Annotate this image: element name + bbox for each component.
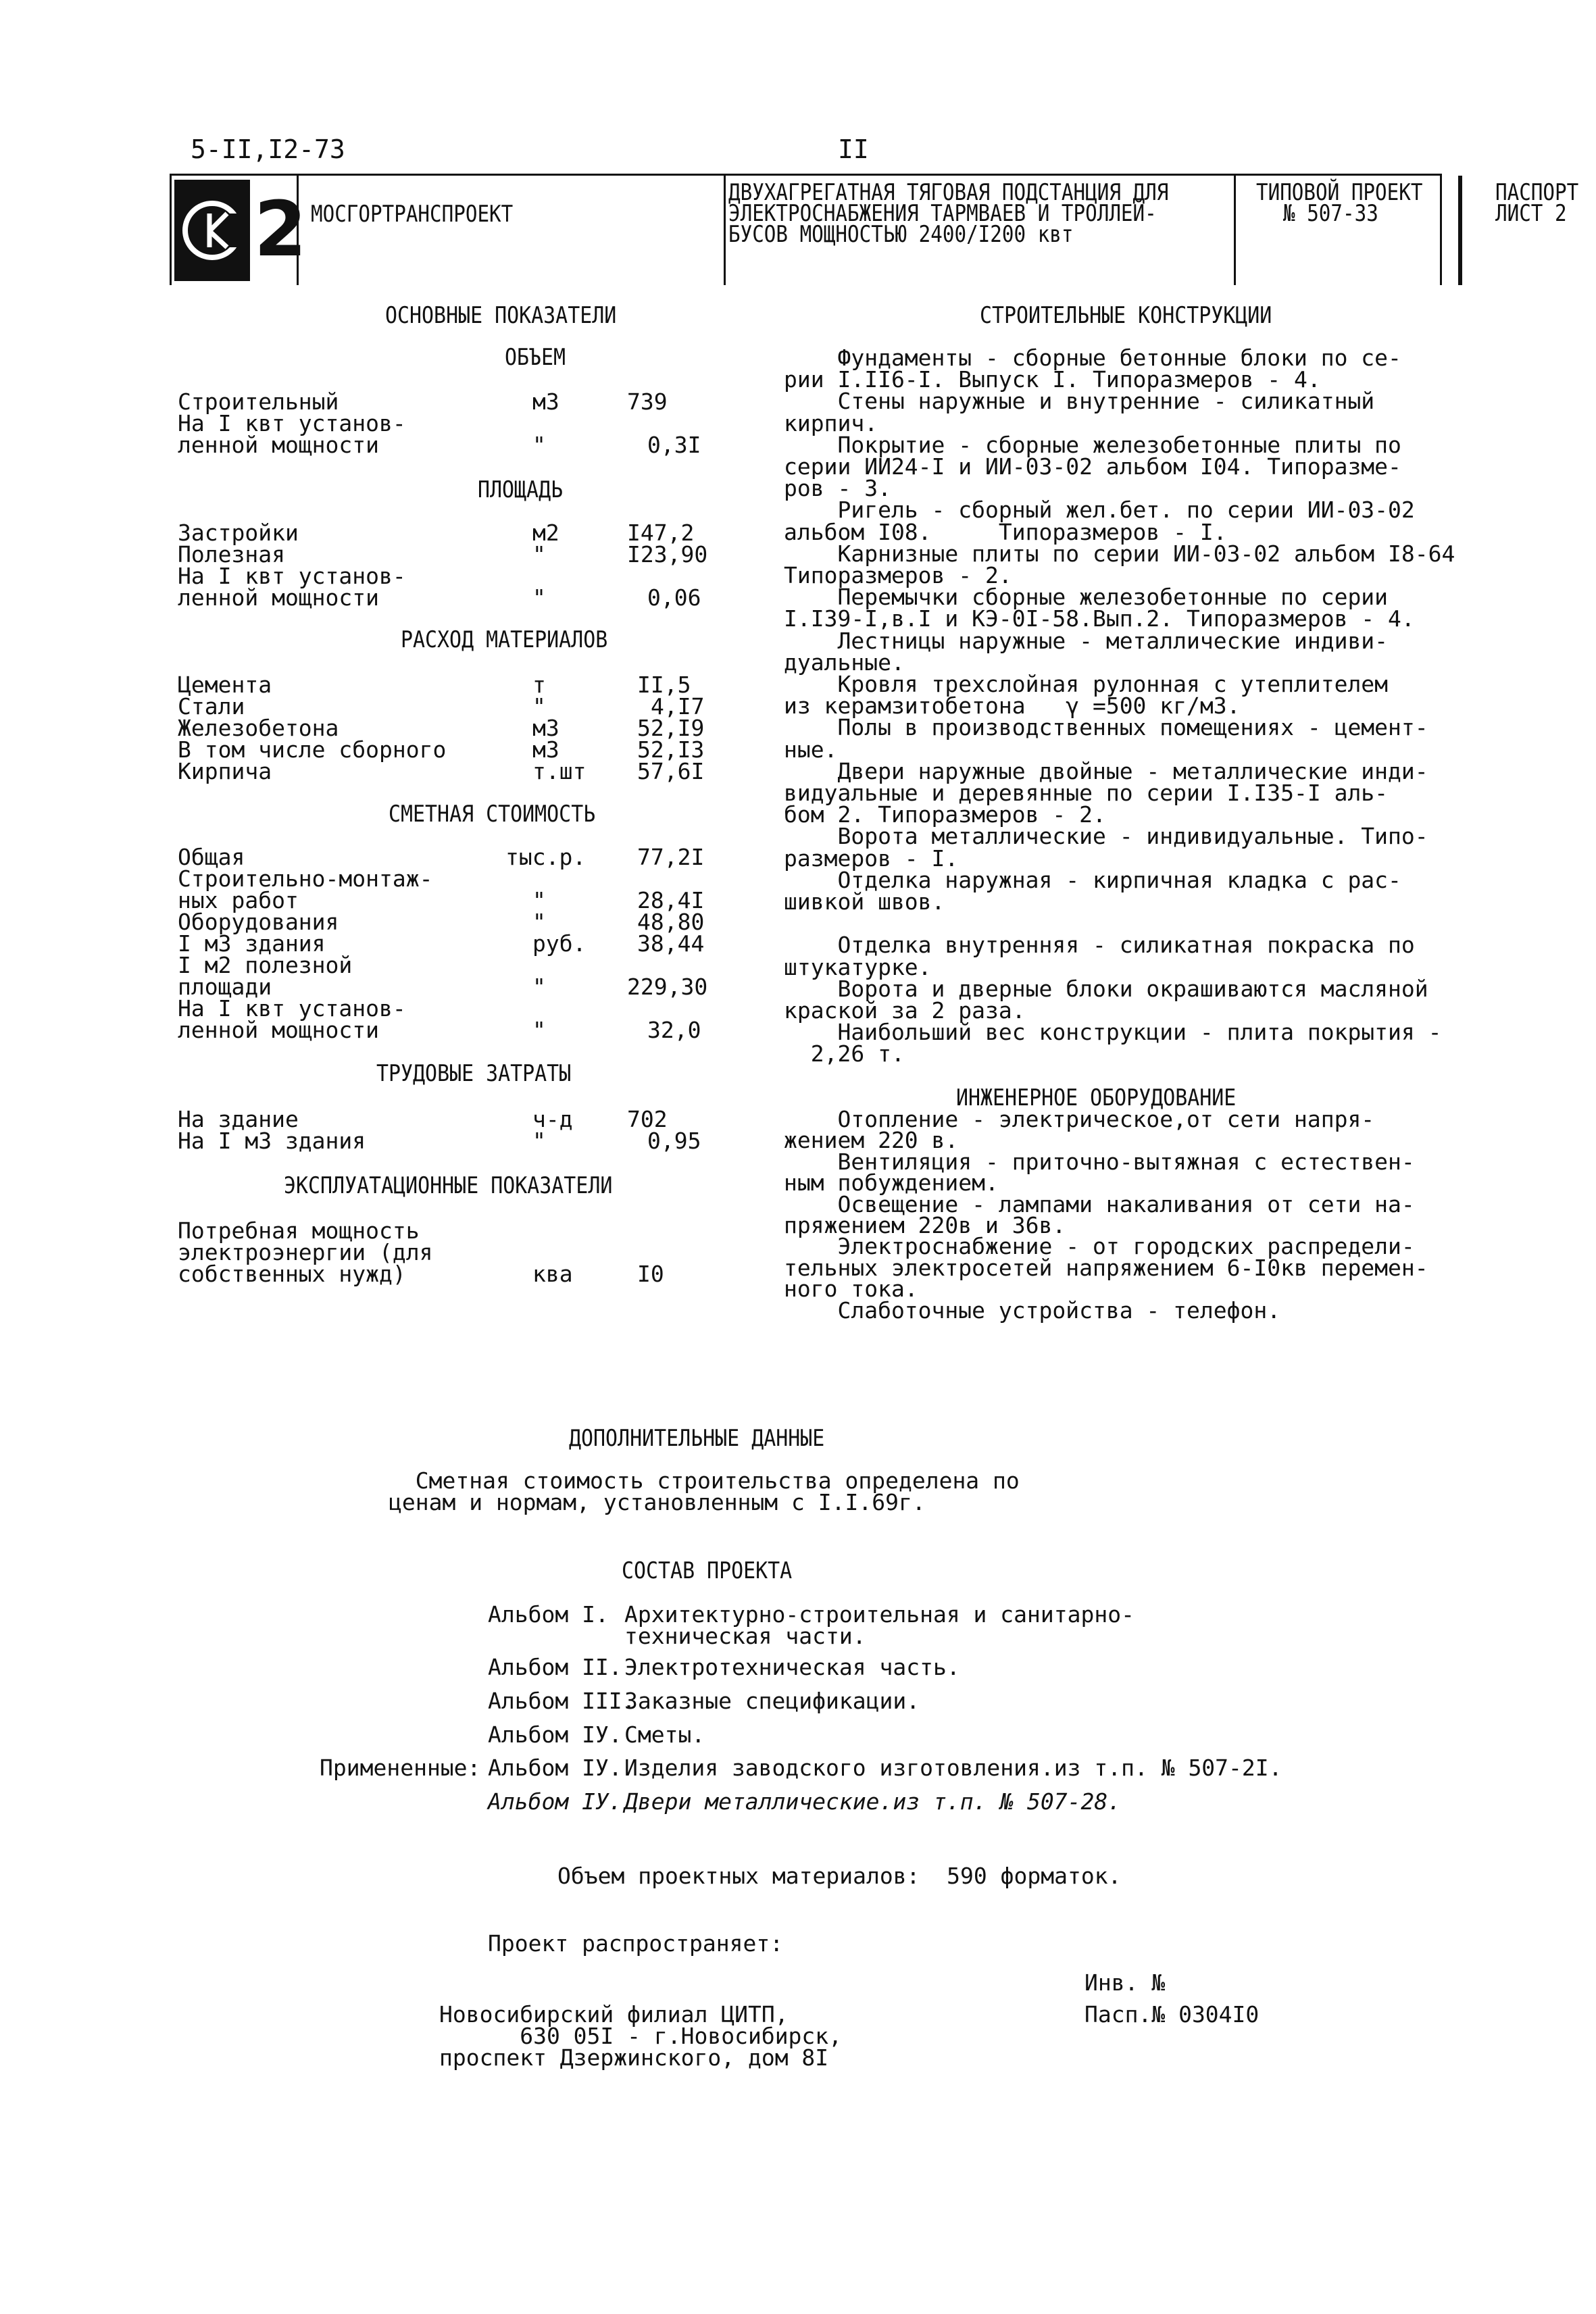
text-line: Слаботочные устройства - телефон. [784, 1297, 1281, 1324]
row-unit: тыс.р. [505, 844, 587, 870]
row-unit: " [532, 432, 546, 458]
album-text: Архитектурно-строительная и санитарно- [624, 1601, 1134, 1628]
row-value: 0,3I [647, 432, 701, 458]
distributor-label: Проект распространяет: [488, 1930, 784, 1957]
text-line: из керамзитобетона γ =500 кг/м3. [784, 693, 1241, 720]
project-title-line-2: ЭЛЕКТРОСНАБЖЕНИЯ ТАРМВАЕВ И ТРОЛЛЕЙ- [728, 200, 1157, 227]
text-line: Карнизные плиты по серии ИИ-03-02 альбом I8-64 [784, 540, 1455, 567]
materials-volume: Объем проектных материалов: 590 форматок. [557, 1863, 1122, 1889]
text-line: ные. [784, 736, 838, 763]
album-text: Сметы. [624, 1721, 705, 1748]
area-title: ПЛОЩАДЬ [478, 476, 564, 503]
album-label: Альбом III. [488, 1688, 636, 1714]
row-name: электроэнергии (для [178, 1239, 433, 1265]
volume-title: ОБЪЕМ [505, 344, 566, 371]
text-line: Отделка внутренняя - силикатная покраска по [784, 932, 1415, 959]
text-line: бом 2. Типоразмеров - 2. [784, 801, 1106, 828]
engineering-title: ИНЖЕНЕРНОЕ ОБОРУДОВАНИЕ [956, 1084, 1237, 1111]
text-line: Полы в производственных помещениях - цемент- [784, 714, 1428, 741]
operation-title: ЭКСПЛУАТАЦИОННЫЕ ПОКАЗАТЕЛИ [284, 1172, 613, 1199]
album-label: Альбом I. [488, 1601, 609, 1628]
row-value: 48,80 [637, 909, 705, 935]
additional-line-2: ценам и нормам, установленным с I.I.69г. [389, 1489, 926, 1515]
organization-cell [299, 176, 726, 285]
inventory-number: Инв. № [1084, 1969, 1166, 1996]
text-line: рии I.II6-I. Выпуск I. Типоразмеров - 4. [784, 366, 1321, 393]
text-line: I.I39-I,в.I и КЭ-0I-58.Вып.2. Типоразмеров - 4. [784, 605, 1415, 632]
row-name: Общая [178, 844, 245, 870]
row-name: В том числе сборного [178, 736, 447, 763]
row-unit: " [532, 541, 546, 568]
album-label: Альбом II. [488, 1654, 622, 1680]
text-line: Вентиляция - приточно-вытяжная с естествен- [784, 1148, 1415, 1175]
row-name: Строительно-монтаж- [178, 865, 433, 892]
row-unit: м3 [532, 736, 559, 763]
text-line: Ворота металлические - индивидуальные. Типо- [784, 823, 1428, 850]
row-name: Полезная [178, 541, 285, 568]
text-line: пряжением 220в и 36в. [784, 1212, 1066, 1238]
text-line: Покрытие - сборные железобетонные плиты по [784, 431, 1401, 458]
text-line: кирпич. [784, 409, 878, 436]
row-value: I47,2 [627, 520, 695, 546]
row-unit: " [532, 584, 546, 611]
row-value: 52,I9 [637, 715, 705, 741]
row-unit: " [532, 1017, 546, 1043]
text-line: ного тока. [784, 1276, 918, 1303]
album-label: Альбом IУ. [488, 1721, 622, 1748]
row-value: 52,I3 [637, 736, 705, 763]
text-line: Перемычки сборные железобетонные по серии [784, 584, 1389, 611]
row-name: ленной мощности [178, 584, 380, 611]
applied-album-label: Альбом IУ. [488, 1755, 622, 1781]
sheet-label: ЛИСТ 2 [1495, 200, 1567, 227]
page-number: II [838, 134, 869, 164]
row-name: ленной мощности [178, 432, 380, 458]
additional-line-1: Сметная стоимость строительства определена по [389, 1467, 1020, 1494]
address-line-1: Новосибирский филиал ЦИТП, [439, 2001, 789, 2028]
materials-title: РАСХОД МАТЕРИАЛОВ [401, 626, 608, 653]
row-value: 57,6I [637, 758, 705, 784]
row-name: Кирпича [178, 758, 272, 784]
logo-digit: 2 [254, 186, 307, 274]
text-line: Стены наружные и внутренние - силикатный [784, 388, 1375, 415]
row-unit: " [532, 909, 546, 935]
document-code: 5-II,I2-73 [191, 134, 345, 164]
row-value: 32,0 [647, 1017, 701, 1043]
composition-title: СОСТАВ ПРОЕКТА [622, 1557, 793, 1584]
row-name: ленной мощности [178, 1017, 380, 1043]
text-line: Ворота и дверные блоки окрашиваются масляной [784, 975, 1428, 1002]
text-line: 2,26 т. [784, 1040, 905, 1067]
project-title-line-3: БУСОВ МОЩНОСТЬЮ 2400/I200 квт [728, 221, 1074, 248]
row-name: собственных нужд) [178, 1261, 406, 1287]
main-indicators-title: ОСНОВНЫЕ ПОКАЗАТЕЛИ [385, 302, 617, 329]
row-name: На I квт установ- [178, 563, 406, 589]
text-line: Лестницы наружные - металлические индиви- [784, 627, 1389, 654]
project-title-cell [726, 176, 1236, 285]
text-line: размеров - I. [784, 845, 959, 872]
cost-title: СМЕТНАЯ СТОИМОСТЬ [389, 801, 596, 828]
applied-album-text: Изделия заводского изготовления.из т.п. № 507-2I. [624, 1755, 1282, 1781]
row-unit: ч-д [532, 1106, 573, 1132]
text-line: Кровля трехслойная рулонная с утеплителем [784, 671, 1389, 697]
text-line: краской за 2 раза. [784, 997, 1026, 1024]
row-value: 77,2I [637, 844, 705, 870]
row-name: ных работ [178, 887, 299, 913]
sk-logo-icon [174, 180, 250, 281]
row-value: 0,06 [647, 584, 701, 611]
row-unit: " [532, 887, 546, 913]
row-name: На I квт установ- [178, 995, 406, 1022]
album-text: Электротехническая часть. [624, 1654, 960, 1680]
project-type-cell [1236, 176, 1460, 285]
additional-title: ДОПОЛНИТЕЛЬНЫЕ ДАННЫЕ [569, 1425, 825, 1452]
project-number: № 507-33 [1283, 200, 1378, 227]
text-line: ным побуждением. [784, 1169, 999, 1197]
applied-label: Примененные: [320, 1755, 481, 1781]
row-name: Строительный [178, 388, 339, 415]
row-unit: т [532, 672, 546, 698]
row-unit: " [532, 1128, 546, 1154]
row-unit: м3 [532, 388, 559, 415]
text-line: дуальные. [784, 649, 905, 676]
text-line: жением 220 в. [784, 1127, 959, 1154]
row-name: I м3 здания [178, 930, 326, 957]
row-value: 739 [627, 388, 668, 415]
row-value: I23,90 [627, 541, 708, 568]
row-name: I м2 полезной [178, 952, 353, 978]
row-value: 229,30 [627, 974, 708, 1000]
row-unit: руб. [532, 930, 587, 957]
text-line: Ригель - сборный жел.бет. по серии ИИ-03-02 [784, 497, 1415, 524]
passport-label: ПАСПОРТ [1495, 179, 1579, 206]
passport-cell [1460, 176, 1579, 285]
construction-title: СТРОИТЕЛЬНЫЕ КОНСТРУКЦИИ [980, 302, 1272, 329]
row-value: 28,4I [637, 887, 705, 913]
row-unit: м3 [532, 715, 559, 741]
row-name: Стали [178, 693, 245, 720]
text-line: шивкой швов. [784, 888, 945, 915]
row-name: Железобетона [178, 715, 339, 741]
row-unit: ква [532, 1261, 573, 1287]
text-line: ров - 3. [784, 475, 891, 502]
text-line: Отопление - электрическое,от сети напря- [784, 1106, 1375, 1132]
logo [172, 176, 307, 285]
text-line: видуальные и деревянные по серии I.I35-I аль- [784, 780, 1389, 806]
row-unit: т.шт [532, 758, 587, 784]
address-line-3: проспект Дзержинского, дом 8I [439, 2044, 829, 2071]
row-name: На I квт установ- [178, 410, 406, 436]
row-name: На I м3 здания [178, 1128, 366, 1154]
organization-name: МОСГОРТРАНСПРОЕКТ [311, 201, 514, 228]
text-line: штукатурке. [784, 953, 932, 980]
applied-album-label: Альбом IУ. [488, 1788, 622, 1815]
row-value: 38,44 [637, 930, 705, 957]
project-type-label: ТИПОВОЙ ПРОЕКТ [1256, 179, 1423, 206]
text-line: альбом I08. Типоразмеров - I. [784, 518, 1227, 545]
text-line: серии ИИ24-I и ИИ-03-02 альбом I04. Типоразме- [784, 453, 1401, 480]
row-name: Застройки [178, 520, 299, 546]
text-line: Освещение - лампами накаливания от сети на- [784, 1190, 1415, 1217]
row-name: площади [178, 974, 272, 1000]
text-line: Фундаменты - сборные бетонные блоки по се- [784, 345, 1401, 371]
row-unit: " [532, 974, 546, 1000]
text-line: Отделка наружная - кирпичная кладка с рас- [784, 866, 1401, 893]
row-name: Потребная мощность [178, 1217, 420, 1244]
album-text: Заказные спецификации. [624, 1688, 920, 1714]
row-name: На здание [178, 1106, 299, 1132]
applied-album-text: Двери металлические.из т.п. № 507-28. [624, 1788, 1122, 1815]
row-name: Оборудования [178, 909, 339, 935]
row-value: II,5 [637, 672, 691, 698]
row-value: 702 [627, 1106, 668, 1132]
row-value: 4,I7 [651, 693, 705, 720]
row-value: I0 [637, 1261, 664, 1287]
text-line: Электроснабжение - от городских распредели- [784, 1233, 1415, 1260]
row-unit: " [532, 693, 546, 720]
labor-title: ТРУДОВЫЕ ЗАТРАТЫ [376, 1060, 572, 1087]
row-name: Цемента [178, 672, 272, 698]
row-unit: м2 [532, 520, 559, 546]
row-value: 0,95 [647, 1128, 701, 1154]
text-line: Типоразмеров - 2. [784, 562, 1012, 588]
title-block [170, 174, 1579, 285]
text-line: Двери наружные двойные - металлические инди- [784, 757, 1428, 784]
text-line: Наибольший вес конструкции - плита покрытия - [784, 1019, 1442, 1046]
address-line-2: 630 05I - г.Новосибирск, [439, 2023, 843, 2049]
text-line: тельных электросетей напряжением 6-I0кв перемен- [784, 1254, 1428, 1281]
album-text: техническая части. [624, 1623, 866, 1649]
project-title-line-1: ДВУХАГРЕГАТНАЯ ТЯГОВАЯ ПОДСТАНЦИЯ ДЛЯ [728, 179, 1169, 206]
passport-number: Пасп.№ 0304I0 [1084, 2001, 1260, 2028]
